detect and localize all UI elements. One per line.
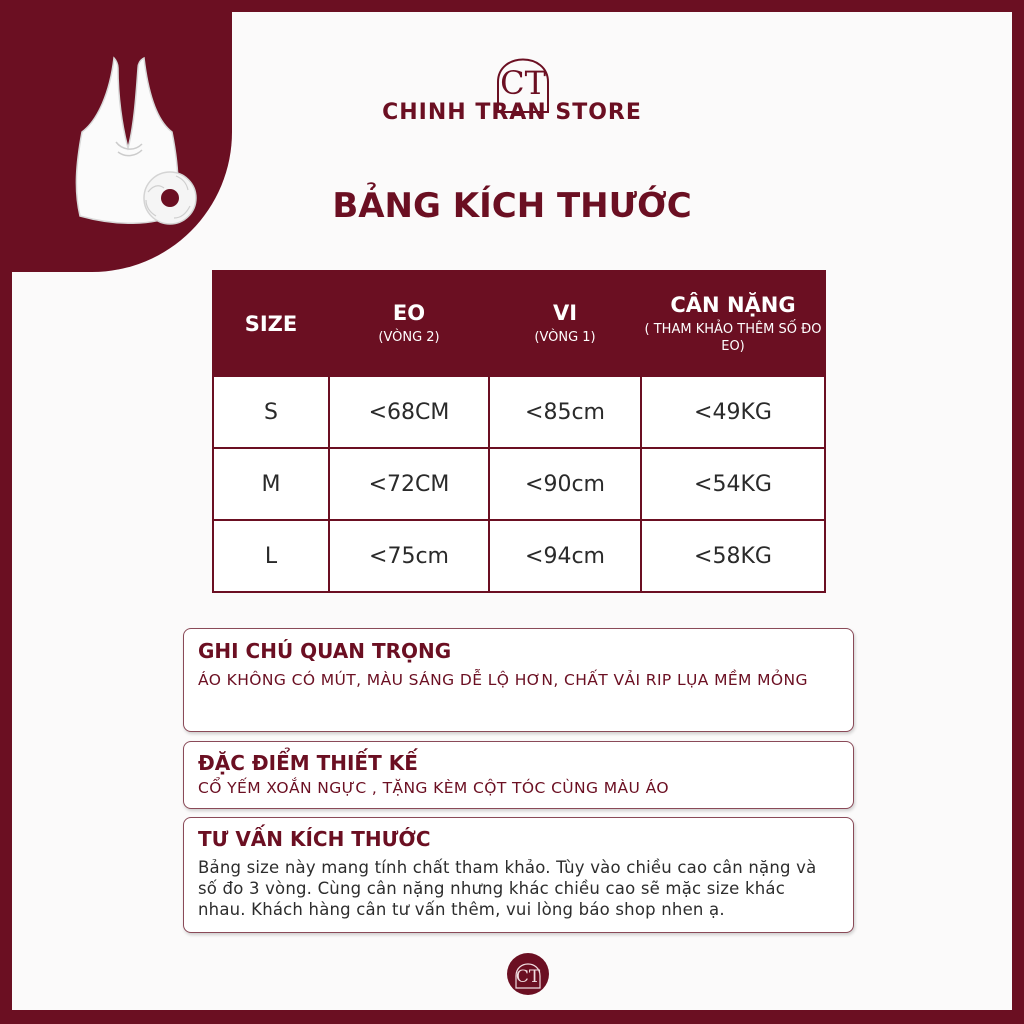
- waist-cell: <75cm: [329, 520, 489, 592]
- store-name: CHINH TRAN STORE: [382, 100, 642, 125]
- column-header-waist: EO (VÒNG 2): [329, 271, 489, 376]
- size-advice-text: Bảng size này mang tính chất tham khảo. Tùy vào chiều cao cân nặng và số đo 3 vòng. Cùng cân nặng nhưng khác chiều cao sẽ mặc size khác nhau. Khách hàng cân tư vấn thêm, vui lòng báo shop nhen ạ.: [198, 858, 817, 919]
- important-note-title: GHI CHÚ QUAN TRỌNG: [198, 639, 452, 663]
- svg-text:CT: CT: [515, 967, 541, 987]
- size-advice-box: [183, 817, 854, 933]
- weight-cell: <54KG: [641, 448, 825, 520]
- design-features-text: CỔ YẾM XOẮN NGỰC , TẶNG KÈM CỘT TÓC CÙNG MÀU ÁO: [198, 779, 669, 797]
- waist-cell: <72CM: [329, 448, 489, 520]
- size-cell: L: [213, 520, 329, 592]
- design-features-title: ĐẶC ĐIỂM THIẾT KẾ: [198, 751, 418, 775]
- size-chart-table: [212, 270, 826, 593]
- column-header-weight: CÂN NẶNG ( THAM KHẢO THÊM SỐ ĐO EO): [641, 271, 825, 376]
- ct-monogram-logo-bottom: [506, 952, 550, 996]
- size-advice-title: TƯ VẤN KÍCH THƯỚC: [198, 827, 431, 851]
- weight-cell: <58KG: [641, 520, 825, 592]
- table-row: [213, 448, 825, 520]
- bust-cell: <85cm: [489, 376, 641, 448]
- size-cell: S: [213, 376, 329, 448]
- column-header-bust: VI (VÒNG 1): [489, 271, 641, 376]
- bust-cell: <90cm: [489, 448, 641, 520]
- waist-cell: <68CM: [329, 376, 489, 448]
- page-title: BẢNG KÍCH THƯỚC: [332, 186, 692, 226]
- table-row: [213, 520, 825, 592]
- important-note-box: [183, 628, 854, 732]
- weight-cell: <49KG: [641, 376, 825, 448]
- important-note-text: ÁO KHÔNG CÓ MÚT, MÀU SÁNG DỄ LỘ HƠN, CHẤT VẢI RIP LỤA MỀM MỎNG: [198, 671, 808, 689]
- table-row: [213, 376, 825, 448]
- design-features-box: [183, 741, 854, 809]
- size-cell: M: [213, 448, 329, 520]
- table-header-row: [213, 271, 825, 376]
- bust-cell: <94cm: [489, 520, 641, 592]
- column-header-size: SIZE: [213, 271, 329, 376]
- svg-text:CT: CT: [500, 64, 546, 102]
